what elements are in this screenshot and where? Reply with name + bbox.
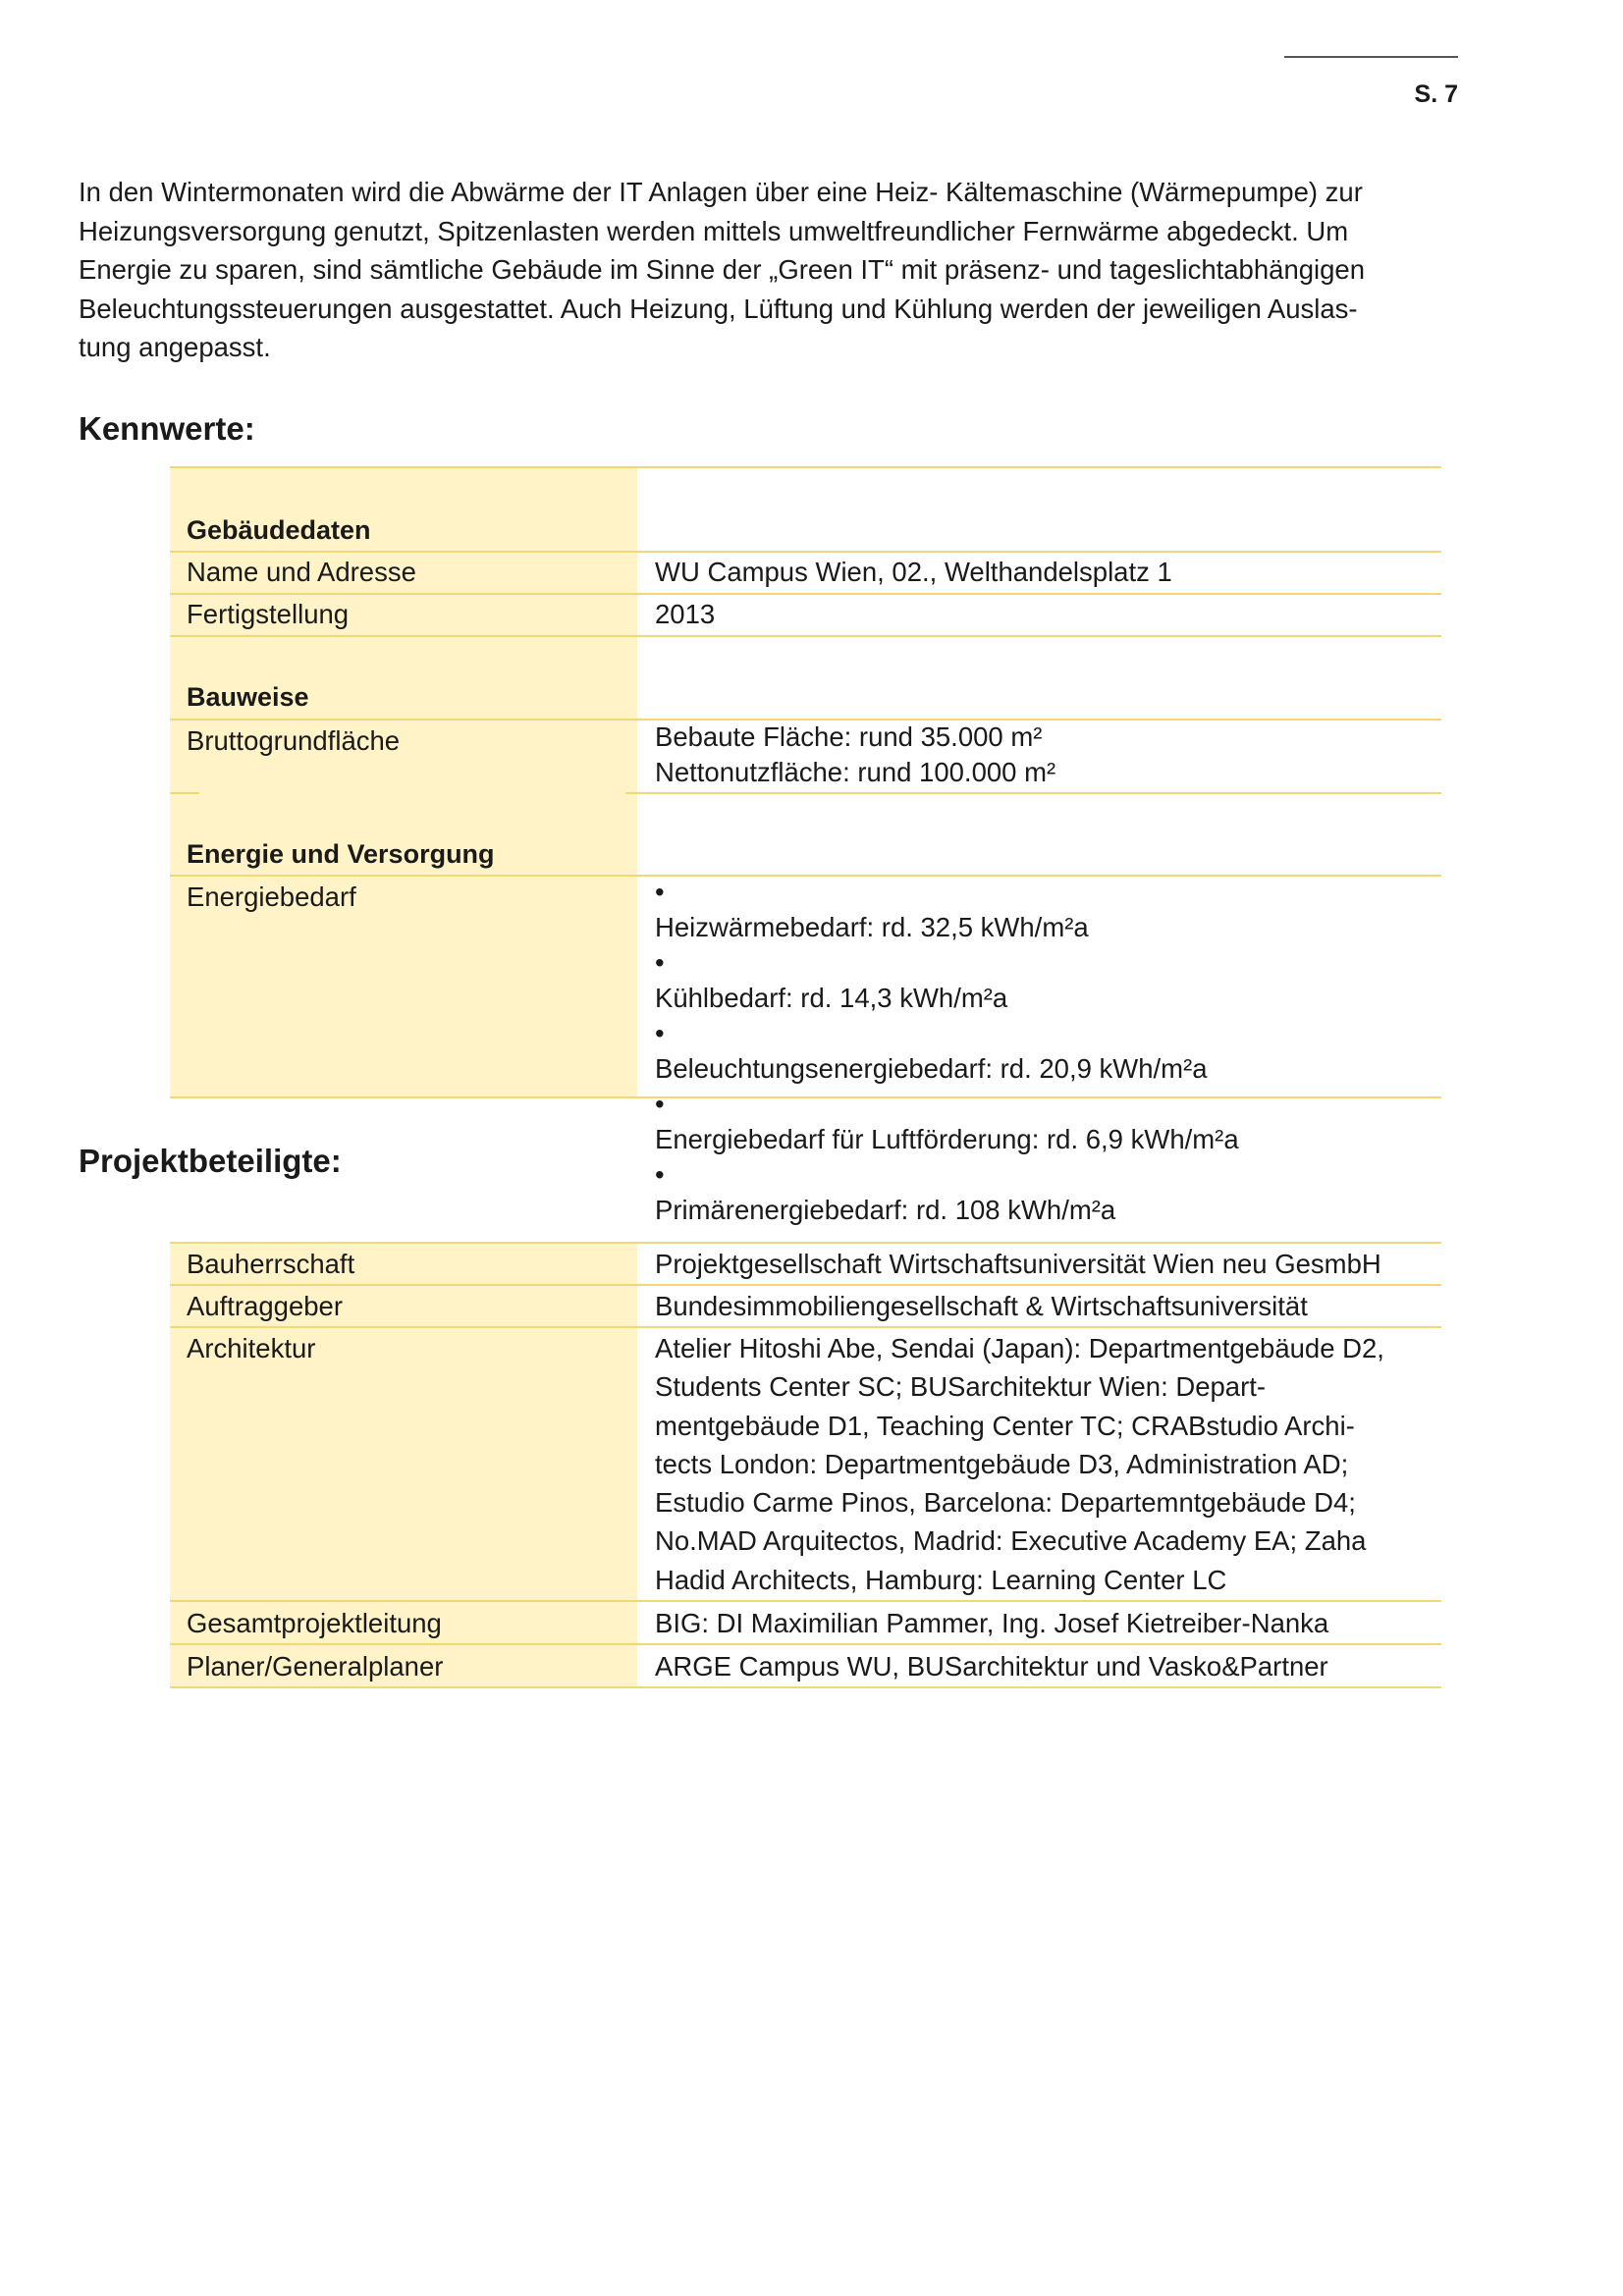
planer-value: ARGE Campus WU, BUSarchitektur und Vasko&Partner	[655, 1651, 1328, 1682]
row-divider	[170, 1326, 1441, 1328]
page-number: S. 7	[1414, 80, 1458, 108]
fertigstellung-label: Fertigstellung	[187, 599, 350, 629]
bullet-icon: •	[655, 947, 665, 978]
architektur-line: Hadid Architects, Hamburg: Learning Center LC	[655, 1564, 1227, 1595]
architektur-label: Architektur	[187, 1333, 316, 1363]
gesamtprojektleitung-label: Gesamtprojektleitung	[187, 1608, 442, 1638]
row-divider	[170, 1643, 1441, 1645]
list-item: • Primärenergiebedarf: rd. 108 kWh/m²a	[655, 1159, 1116, 1225]
bgf-value: Nettonutzfläche: rund 100.000 m²	[655, 757, 1056, 787]
auftraggeber-label: Auftraggeber	[187, 1291, 343, 1321]
gebaeudedaten-title: Gebäudedaten	[187, 515, 371, 545]
bgf-value: Bebaute Fläche: rund 35.000 m²	[655, 721, 1043, 752]
energiebedarf-list	[655, 875, 1239, 1228]
planer-label: Planer/Generalplaner	[187, 1651, 444, 1682]
bgf-label: Bruttogrundfläche	[187, 725, 401, 756]
intro-line: Beleuchtungssteuerungen ausgestattet. Auch Heizung, Lüftung und Kühlung werden der jeweiligen Auslas-	[79, 293, 1358, 324]
bullet-icon: •	[655, 1018, 665, 1048]
row-divider	[170, 1686, 1441, 1688]
architektur-line: Atelier Hitoshi Abe, Sendai (Japan): Departmentgebäude D2,	[655, 1333, 1384, 1363]
gesamtprojektleitung-value: BIG: DI Maximilian Pammer, Ing. Josef Kietreiber-Nanka	[655, 1608, 1329, 1638]
row-divider	[170, 466, 1441, 468]
bauherrschaft-label: Bauherrschaft	[187, 1249, 355, 1279]
intro-line: tung angepasst.	[79, 332, 271, 362]
architektur-line: Estudio Carme Pinos, Barcelona: Departemntgebäude D4;	[655, 1487, 1356, 1519]
architektur-line: No.MAD Arquitectos, Madrid: Executive Academy EA; Zaha	[655, 1525, 1367, 1557]
bullet-icon: •	[655, 1159, 665, 1190]
projekt-heading: Projektbeteiligte:	[79, 1143, 342, 1179]
row-divider	[170, 1242, 1441, 1244]
architektur-line: Students Center SC; BUSarchitektur Wien: Depart-	[655, 1371, 1267, 1403]
intro-line: Heizungsversorgung genutzt, Spitzenlasten werden mittels umweltfreundlicher Fernwärme abgedeckt. Um	[79, 215, 1349, 246]
architektur-line: tects London: Departmentgebäude D3, Administration AD;	[655, 1448, 1349, 1479]
kennwerte-heading: Kennwerte:	[79, 410, 255, 447]
row-divider	[625, 792, 1441, 794]
intro-paragraph	[79, 173, 1453, 367]
name-value: WU Campus Wien, 02., Welthandelsplatz 1	[655, 557, 1172, 587]
auftraggeber-value: Bundesimmobiliengesellschaft & Wirtschaftsuniversität	[655, 1291, 1308, 1321]
row-divider	[170, 792, 199, 794]
header-rule	[1284, 56, 1458, 58]
bullet-icon: •	[655, 1089, 665, 1119]
list-item: • Energiebedarf für Luftförderung: rd. 6,9 kWh/m²a	[655, 1089, 1239, 1154]
architektur-value	[655, 1329, 1384, 1599]
list-item: • Kühlbedarf: rd. 14,3 kWh/m²a	[655, 947, 1008, 1013]
architektur-line: mentgebäude D1, Teaching Center TC; CRABstudio Archi-	[655, 1410, 1355, 1441]
bullet-icon: •	[655, 877, 665, 907]
intro-line: Energie zu sparen, sind sämtliche Gebäude im Sinne der „Green IT“ mit präsenz- und tageslichtabhängigen	[79, 254, 1366, 285]
bauherrschaft-value: Projektgesellschaft Wirtschaftsuniversität Wien neu GesmbH	[655, 1249, 1381, 1279]
energiebedarf-label: Energiebedarf	[187, 881, 356, 912]
bauweise-title: Bauweise	[187, 682, 309, 712]
row-divider	[170, 593, 1441, 595]
row-divider	[170, 1600, 1441, 1602]
row-divider	[170, 551, 1441, 553]
energie-title: Energie und Versorgung	[187, 839, 495, 869]
fertigstellung-value: 2013	[655, 599, 716, 629]
intro-line: In den Wintermonaten wird die Abwärme der IT Anlagen über eine Heiz- Kältemaschine (Wärmepumpe) zur	[79, 177, 1363, 207]
row-divider	[170, 635, 1441, 637]
list-item: • Beleuchtungsenergiebedarf: rd. 20,9 kWh/m²a	[655, 1018, 1208, 1084]
bgf-values	[655, 720, 1055, 790]
row-divider	[170, 1284, 1441, 1286]
list-item: • Heizwärmebedarf: rd. 32,5 kWh/m²a	[655, 877, 1089, 942]
name-label: Name und Adresse	[187, 557, 416, 587]
